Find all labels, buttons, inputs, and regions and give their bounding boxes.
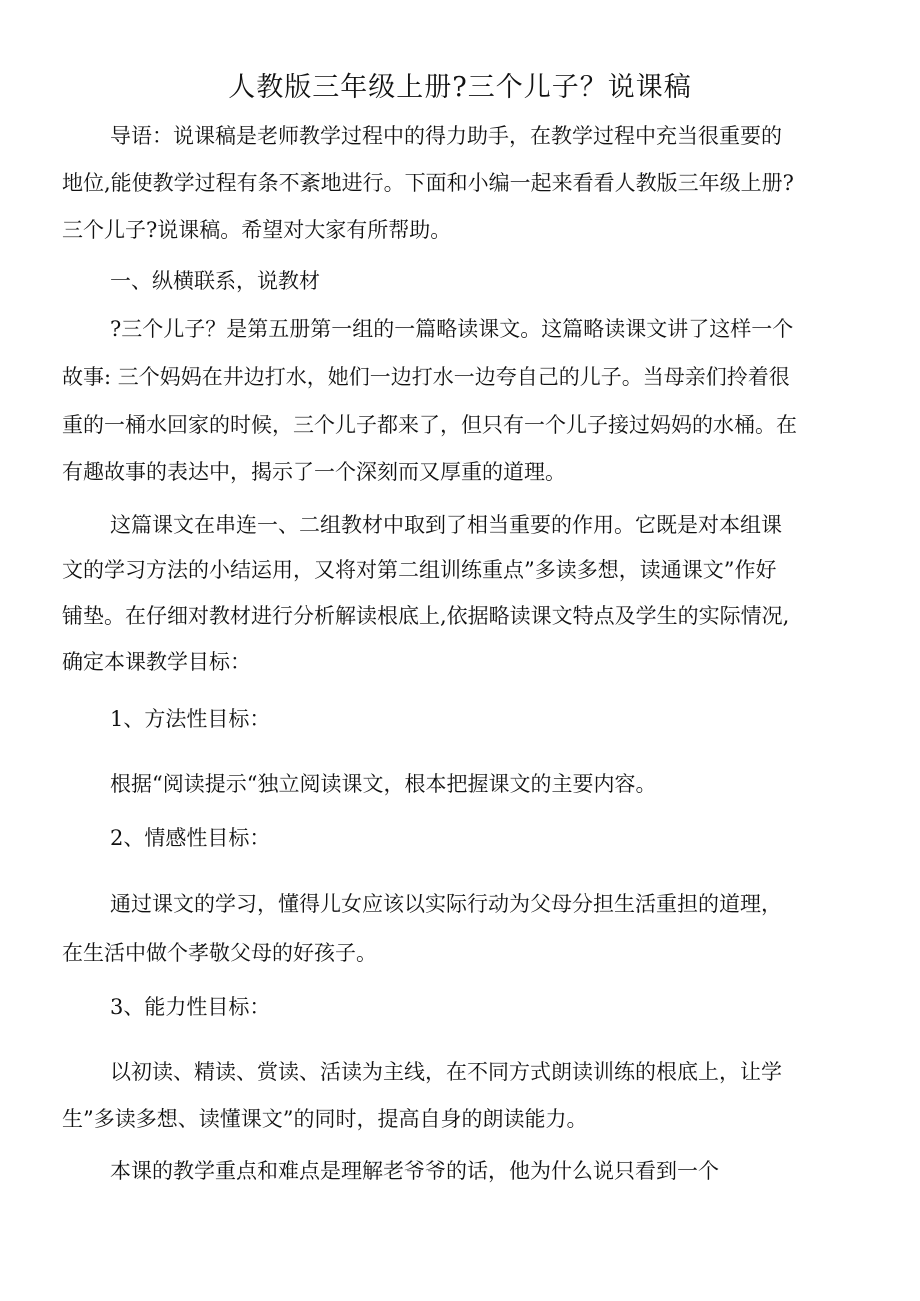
goal-3-text-line-2: 生”多读多想、读懂课文”的同时，提高自身的朗读能力。	[62, 1107, 588, 1131]
paragraph-1-line-1: ?三个儿子？是第五册第一组的一篇略读课文。这篇略读课文讲了这样一个	[110, 317, 794, 341]
paragraph-1-line-4: 有趣故事的表达中，揭示了一个深刻而又厚重的道理。	[62, 460, 566, 484]
intro-line-2: 地位,能使教学过程有条不紊地进行。下面和小编一起来看看人教版三年级上册?	[62, 171, 794, 195]
goal-2-text-line-1: 通过课文的学习，懂得儿女应该以实际行动为父母分担生活重担的道理，	[110, 892, 782, 916]
paragraph-2-line-1: 这篇课文在串连一、二组教材中取到了相当重要的作用。它既是对本组课	[110, 513, 782, 537]
paragraph-2-line-2: 文的学习方法的小结运用，又将对第二组训练重点”多读多想，读通课文”作好	[62, 558, 777, 582]
key-points-text: 本课的教学重点和难点是理解老爷爷的话，他为什么说只看到一个	[110, 1159, 719, 1183]
intro-line-3: 三个儿子?说课稿。希望对大家有所帮助。	[62, 218, 452, 242]
goal-1-text: 根据“阅读提示“独立阅读课文，根本把握课文的主要内容。	[110, 772, 657, 796]
goal-3-text-line-1: 以初读、精读、赏读、活读为主线，在不同方式朗读训练的根底上，让学	[110, 1060, 782, 1084]
goal-2-text-line-2: 在生活中做个孝敬父母的好孩子。	[62, 941, 377, 965]
paragraph-1-line-2: 故事: 三个妈妈在井边打水，她们一边打水一边夸自己的儿子。当母亲们拎着很	[62, 365, 790, 389]
goal-heading-1: 1、方法性目标：	[110, 707, 271, 731]
section-heading-1: 一、纵横联系，说教材	[110, 269, 320, 293]
goal-heading-3: 3、能力性目标：	[110, 995, 271, 1019]
document-title: 人教版三年级上册?三个儿子？说课稿	[228, 72, 692, 103]
paragraph-2-line-4: 确定本课教学目标：	[62, 650, 251, 674]
paragraph-2-line-3: 铺垫。在仔细对教材进行分析解读根底上,依据略读课文特点及学生的实际情况,	[62, 604, 790, 628]
goal-heading-2: 2、情感性目标：	[110, 826, 271, 850]
intro-line-1: 导语：说课稿是老师教学过程中的得力助手，在教学过程中充当很重要的	[110, 124, 782, 148]
paragraph-1-line-3: 重的一桶水回家的时候，三个儿子都来了，但只有一个儿子接过妈妈的水桶。在	[62, 413, 797, 437]
